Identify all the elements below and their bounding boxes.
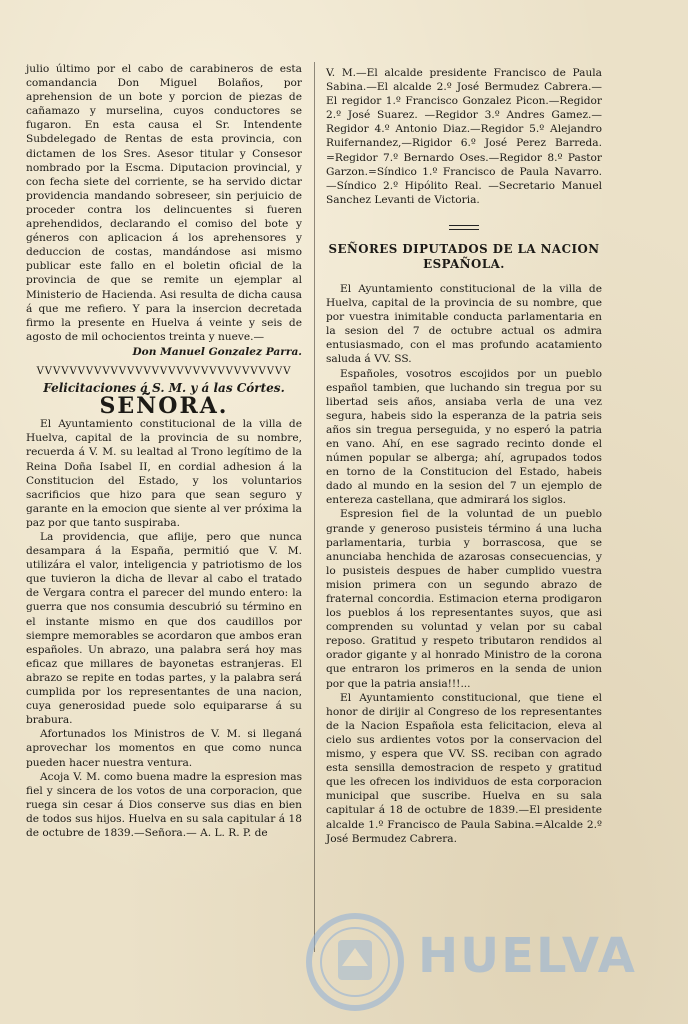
right-column — [326, 66, 602, 846]
watermark-text: HUELVA — [418, 928, 637, 984]
paragraph: Espresion fiel de la voluntad de un pueblo grande y generoso pusisteis término á una lucha parlamentaria, turbia y borrascosa, que se anunciaba henchida de azarosas consecuencias, y lo pusisteis despues de haber cumplido vuestra mision primera con un segundo abrazo de fraternal concordia. Estimacion eterna prodigaron los pueblos á los representantes suyos, que asi comprenden su voluntad y velan por su cabal reposo. Gratitud y respeto tributaron rendidos al orador gigante y al honrado Ministro de la corona que entraron los primeros en la senda de union por que la patria ansia!!!... — [326, 508, 602, 690]
intro-paragraph: julio último por el cabo de carabineros de esta comandancia Don Miguel Bolaños, por aprehension de un bote y porcion de piezas de cañamazo y murselina, cuyos conductores se fugaron. En esta causa el Sr. Intendente Subdelegado de Rentas de esta provincia, con dictamen de los Sres. Asesor titular y Consesor nombrado por la Escma. Diputacion provincial, y con fecha siete del corriente, se ha servido dictar providencia mandando sobreseer, sin perjuicio de proceder contra los delincuentes si fueren aprehendidos, declarando el comiso del bote y géneros con aplicacion á los aprehensores y deduccion de costas, mandándose asi mismo publicar este fallo en el boletin oficial de la provincia de que se remite un ejemplar al Ministerio de Hacienda. Asi resulta de dicha causa á que me refiero. Y para la insercion decretada firmo la presente en Huelva á veinte y seis de agosto de mil ochocientos treinta y nueve.— — [26, 63, 302, 343]
short-double-rule — [449, 225, 479, 230]
left-column — [26, 62, 302, 840]
column-divider — [314, 62, 315, 952]
signature: Don Manuel Gonzalez Parra. — [132, 345, 302, 358]
section-title: Felicitaciones á S. M. y á las Córtes. — [43, 381, 285, 396]
paragraph: El Ayuntamiento constitucional de la villa de Huelva, capital de la provincia de su nombre, recuerda á V. M. su lealtad al Trono legítimo de la Reina Doña Isabel II, en cordial adhesion á la Constitucion del Estado, y los voluntarios sacrificios que hizo para que sean seguro y garante en la emocion que siente al ver próxima la paz por que tanto suspiraba. — [26, 418, 302, 529]
senora-heading: SEÑORA. — [99, 393, 229, 420]
paragraph: El Ayuntamiento constitucional, que tiene el honor de dirijir al Congreso de los representantes de la Nacion Española esta felicitacion, eleva al cielo sus ardientes votos por la conservacion del mismo, y espera que VV. SS. reciban con agrado esta sensilla demostracion de respeto y gratitud que les ofrecen los individuos de esta corporacion municipal que suscribe. Huelva en su sala capitular á 18 de octubre de 1839.—El presidente alcalde 1.º Francisco de Paula Sabina.=Alcalde 2.º José Bermudez Cabrera. — [326, 691, 602, 845]
diputados-heading: SEÑORES DIPUTADOS DE LA NACION ESPAÑOLA. — [328, 241, 600, 271]
paragraph: Acoja V. M. como buena madre la espresion mas fiel y sincera de los votos de una corporacion, que ruega sin cesar á Dios conserve sus dias en bien de todos sus hijos. Huelva en su sala capitular á 18 de octubre de 1839.—Señora.— A. L. R. P. de — [26, 770, 302, 839]
paragraph: La providencia, que aflije, pero que nunca desampara á la España, permitió que V. M. utilizára el valor, inteligencia y patriotismo de los que tuvieron la dicha de llevar al cabo el tratado de Vergara contra el parecer del mundo entero: la guerra que nos consumia descubrió su término en el instante mismo en que dos caudillos por siempre memorables se acordaron que ambos eran españoles. Un abrazo, una palabra será hoy mas eficaz que millares de bayonetas estranjeras. El abrazo se repite en todas partes, y la palabra será cumplida por los representantes de una nacion, cuya generosidad puede solo equipararse á su brabura. — [26, 531, 302, 727]
ornament-rule: VVVVVVVVVVVVVVVVVVVVVVVVVVVVVVV — [36, 365, 292, 377]
paragraph: Españoles, vosotros escojidos por un pueblo español tambien, que luchando sin tregua por su libertad seis años, ansiaba verla de una vez segura, habeis sido la esperanza de la patria seis años sin tregua perseguida, y no esperó la patria en vano. Ahí, en ese sagrado recinto donde el númen popular se alberga; ahí, agrupados todos en torno de la Constitucion del Estado, habeis dado al mundo en la sesion del 7 un ejemplo de entereza castellana, que admirará los siglos. — [326, 367, 602, 507]
huelva-watermark — [300, 908, 637, 1018]
crest-icon — [300, 908, 410, 1016]
paragraph: El Ayuntamiento constitucional de la villa de Huelva, capital de la provincia de su nombre, que por vuestra inimitable conducta parlamentaria en la sesion del 7 de octubre actual os admira entusiasmado, con el mas profundo acatamiento saluda á VV. SS. — [326, 282, 602, 366]
paragraph: Afortunados los Ministros de V. M. si lleganá aprovechar los momentos en que como nunca pueden hacer nuestra ventura. — [26, 728, 302, 769]
signatories-paragraph: V. M.—El alcalde presidente Francisco de Paula Sabina.—El alcalde 2.º José Bermudez Cabrera.—El regidor 1.º Francisco Gonzalez Picon.—Regidor 2.º José Suarez. —Regidor 3.º Andres Gamez.—Regidor 4.º Antonio Diaz.—Regidor 5.º Alejandro Ruifernandez,—Rigidor 6.º José Perez Barreda. =Regidor 7.º Bernardo Oses.—Regidor 8.º Pastor Garzon.=Síndico 1.º Francisco de Paula Navarro.—Síndico 2.º Hipólito Real. —Secretario Manuel Sanchez Levanti de Victoria. — [326, 67, 602, 206]
